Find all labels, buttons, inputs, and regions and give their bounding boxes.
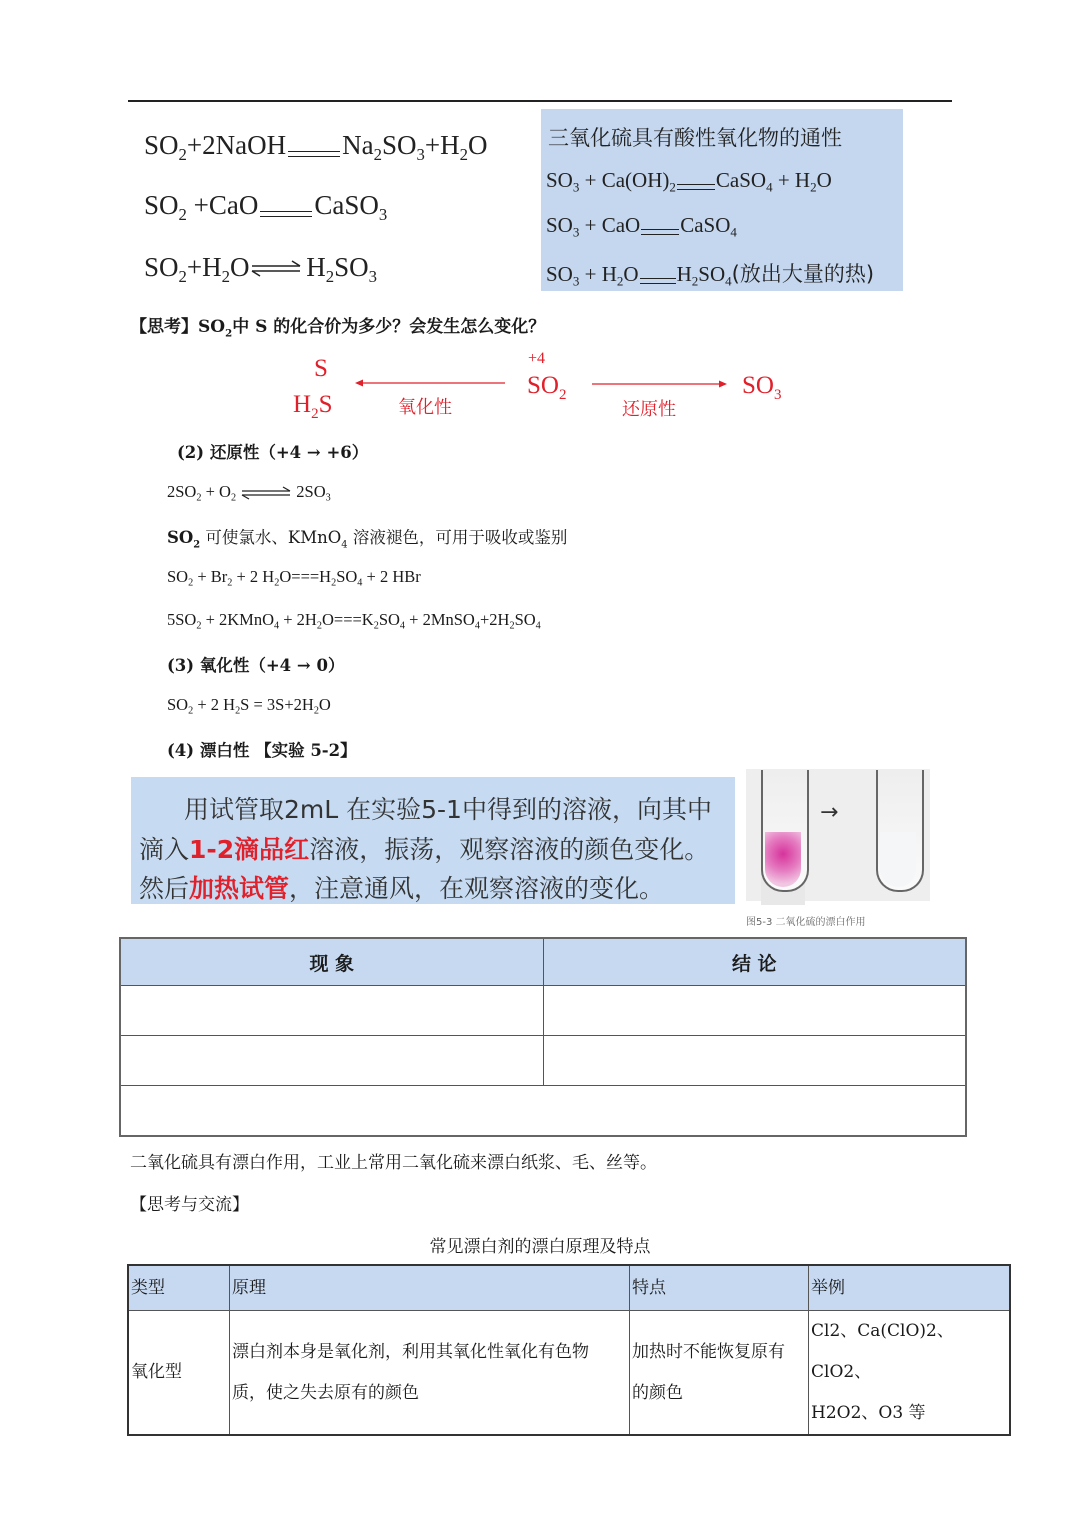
equation-so2-h2s: $SO_2 + 2$ $H_2S = 3S+2H_2O$: [167, 695, 331, 717]
cell-example: Cl2、Ca(ClO)2、ClO2、 H2O2、O3 等: [809, 1311, 1011, 1436]
sulfur-h2s: $H_2S$: [293, 391, 333, 422]
reversible-arrow-icon: [240, 486, 292, 500]
plus4-label: +4: [528, 350, 546, 367]
reversible-arrow-icon: [250, 258, 302, 278]
pink-solution: [765, 832, 801, 887]
section-bleaching-heading: (4) 漂白性 【实验 5-2】: [167, 741, 357, 760]
section-reducing-heading: (2) 还原性（+4 → +6）: [177, 443, 369, 462]
figure-caption: 图5-3 二氧化硫的漂白作用: [746, 917, 866, 928]
top-rule: [128, 100, 952, 102]
cell-principle: 漂白剂本身是氧化剂，利用其氧化性氧化有色物 质，使之失去原有的颜色: [230, 1311, 630, 1436]
bleaching-agents-table: [127, 1264, 1011, 1436]
observation-table: [119, 937, 967, 1137]
so3-box-title: 三氧化硫具有酸性氧化物的通性: [548, 126, 842, 150]
so3-equation-1: $SO_3 + Ca(OH)_2$ CaSO$_4$ + $H_2O$: [546, 168, 832, 195]
so3-equation-3: $SO_3 + H_2O$ $H_2SO_4$(放出大量的热): [546, 262, 875, 289]
experiment-line-3: 然后加热试管，注意通风，在观察溶液的变化。: [139, 874, 665, 903]
table-cell[interactable]: [120, 986, 543, 1036]
table-cell[interactable]: [120, 1086, 966, 1136]
equation-so2-kmno4: $5SO_2$ + 2KMnO$_4$ + $2H_2O===K_2SO_4$ + $2MnSO_4+2H_2SO_4$: [167, 610, 541, 632]
arrow-left-icon: [355, 378, 505, 388]
cell-feature: 加热时不能恢复原有 的颜色: [630, 1311, 809, 1436]
bleach-table-title: 常见漂白剂的漂白原理及特点: [429, 1237, 651, 1257]
equation-so2-cao: $SO_2 +CaO$ CaSO$_3$: [144, 190, 388, 224]
header-type: 类型: [128, 1265, 230, 1311]
table-row: [128, 1311, 1010, 1436]
sulfur-s: S: [314, 355, 328, 382]
experiment-line-1: 用试管取2mL 在实验5-1中得到的溶液，向其中: [184, 795, 712, 824]
arrow-right-icon: [592, 379, 727, 389]
reducing-label: 还原性: [622, 399, 676, 420]
arrow-icon: →: [820, 800, 839, 825]
header-conclusion: 结 论: [543, 938, 966, 986]
header-example: 举例: [809, 1265, 1011, 1311]
cell-type: 氧化型: [128, 1311, 230, 1436]
so3-equation-2: $SO_3$ + CaO CaSO$_4$: [546, 213, 737, 240]
think-exchange-heading: 【思考与交流】: [130, 1195, 249, 1215]
oxidizing-label: 氧化性: [398, 397, 452, 418]
equation-so2-br2: $SO_2 + Br_2 + 2$ $H_2O===H_2SO_4 + 2$ HBr: [167, 567, 421, 589]
experiment-line-2: 滴入1-2滴品红溶液，振荡，观察溶液的颜色变化。: [139, 835, 710, 864]
section-oxidizing-heading: (3) 氧化性（+4 → 0）: [167, 656, 345, 675]
equation-so2-o2: $2SO_2 + O_2$ $2SO_3$: [167, 482, 331, 504]
bleach-industry-note: 二氧化硫具有漂白作用，工业上常用二氧化硫来漂白纸浆、毛、丝等。: [130, 1153, 657, 1173]
table-cell[interactable]: [543, 986, 966, 1036]
header-phenomenon: 现 象: [120, 938, 543, 986]
equation-so2-h2o: $SO_2+H_2O$ $H_2SO_3$: [144, 252, 378, 286]
table-cell[interactable]: [120, 1036, 543, 1086]
think-question-valence: 【思考】$SO_2$中 S 的化合价为多少？会发生怎么变化？: [130, 317, 546, 340]
equation-so2-naoh: $SO_2+2NaOH$ $Na_2SO_3+H_2O$: [144, 130, 488, 164]
so3-right: $SO_3$: [742, 372, 782, 403]
header-principle: 原理: [230, 1265, 630, 1311]
table-cell[interactable]: [543, 1036, 966, 1086]
so2-decolorize-note: $SO_2$ 可使氯水、KMnO$_4$ 溶液褪色，可用于吸收或鉴别: [167, 528, 568, 551]
so2-center: $SO_2$: [527, 372, 567, 403]
clear-solution: [880, 832, 916, 887]
header-feature: 特点: [630, 1265, 809, 1311]
